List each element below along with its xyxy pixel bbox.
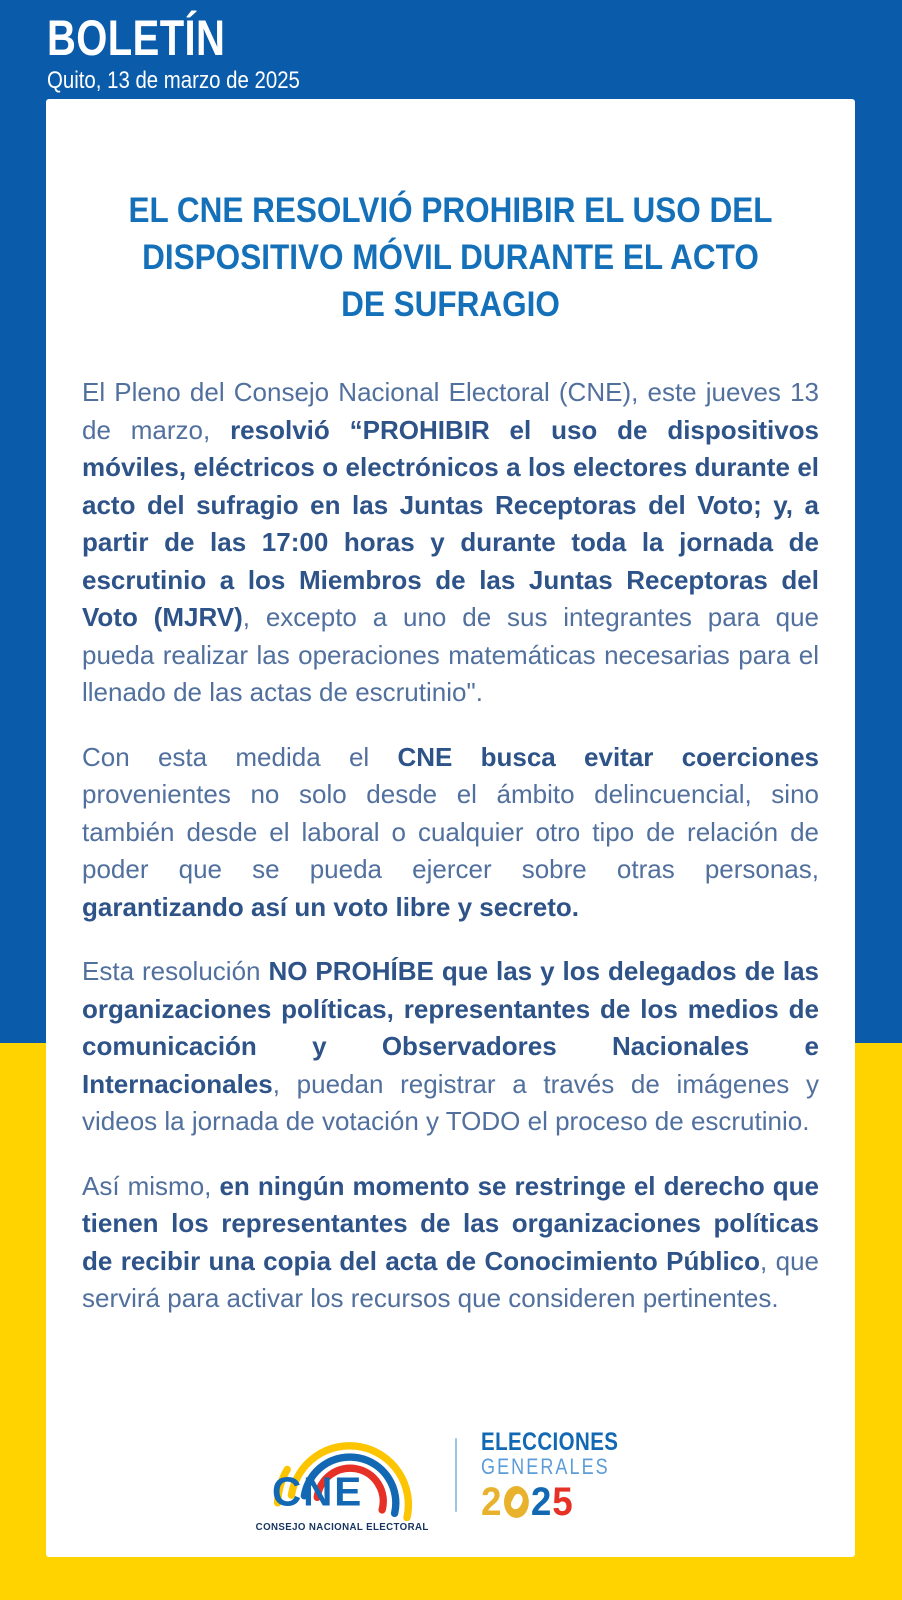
year-digit: 2: [480, 1479, 503, 1524]
paragraph-segment: , que servirá para activar los recursos que consideren pertinentes.: [82, 1245, 819, 1313]
elecciones-label: ELECCIONES: [480, 1427, 619, 1456]
elecciones-2025-logo: [481, 1429, 649, 1522]
year-digit-zero: [504, 1486, 529, 1518]
paragraph-segment: provenientes no solo desde el ámbito delincuencial, sino también desde el laboral o cualquier otro tipo de relación de poder que se pueda ejercer sobre otras personas,: [82, 779, 819, 884]
bulletin-title-line: EL CNE RESOLVIÓ PROHIBIR EL USO DEL: [128, 191, 773, 230]
paragraph-bold-segment: en ningún momento se restringe el derecho que tienen los representantes de las organizaciones políticas de recibir una copia del acta de Conocimiento Público: [82, 1170, 819, 1276]
paragraph-segment: , excepto a uno de sus integrantes para que pueda realizar las operaciones matemáticas necesarias para el llenado de las actas de escrutinio".: [82, 602, 820, 707]
generales-label: GENERALES: [480, 1453, 610, 1479]
year-2025: [480, 1479, 574, 1524]
paragraph-segment: El Pleno del Consejo Nacional Electoral (CNE), este jueves 13 de marzo,: [82, 377, 819, 445]
paragraph-segment: , puedan registrar a través de imágenes y videos la jornada de votación y TODO el proceso de escrutinio.: [82, 1068, 819, 1136]
logos-row: [82, 1417, 819, 1533]
cne-wordmark: CNE: [271, 1468, 363, 1515]
paragraph-bold-segment: CNE busca evitar coerciones: [397, 741, 819, 772]
cne-logo: [253, 1417, 431, 1533]
paragraph-bold-segment: garantizando así un voto libre y secreto.: [82, 891, 580, 922]
bulletin-paragraph: [82, 1168, 819, 1318]
bulletin-body: [82, 374, 819, 1345]
bulletin-paragraph: [82, 374, 819, 712]
cne-arcs-icon: [272, 1417, 412, 1521]
year-digit: 2: [530, 1479, 553, 1524]
cne-caption: CONSEJO NACIONAL ELECTORAL: [255, 1522, 429, 1533]
bulletin-title-line: DISPOSITIVO MÓVIL DURANTE EL ACTO: [142, 238, 759, 277]
header: [47, 12, 345, 95]
bulletin-date: Quito, 13 de marzo de 2025: [47, 67, 300, 94]
bulletin-paragraph: [82, 953, 819, 1141]
paragraph-segment: Con esta medida el: [82, 741, 398, 772]
paragraph-segment: Esta resolución: [82, 956, 269, 986]
ecuador-map-icon: [510, 1493, 523, 1510]
paragraph-bold-segment: resolvió “PROHIBIR el uso de dispositivos móviles, eléctricos o electrónicos a los electores durante el acto del sufragio en las Juntas Receptoras del Voto; y, a partir de las 17:00 horas y durante toda la jornada de escrutinio a los Miembros de las Juntas Receptoras del Voto (MJRV): [82, 414, 820, 632]
bulletin-label: BOLETÍN: [47, 10, 226, 66]
bulletin-card: [46, 99, 855, 1557]
year-digit: 5: [552, 1479, 574, 1524]
paragraph-bold-segment: NO PROHÍBE que las y los delegados de las organizaciones políticas, representantes de los medios de comunicación y Observadores Nacionales e Internacionales: [82, 956, 820, 1099]
bulletin-paragraph: [82, 739, 819, 927]
logo-divider: [455, 1438, 457, 1512]
paragraph-segment: Así mismo,: [82, 1170, 220, 1201]
bulletin-title-line: DE SUFRAGIO: [341, 285, 560, 324]
bulletin-title: [82, 187, 819, 328]
